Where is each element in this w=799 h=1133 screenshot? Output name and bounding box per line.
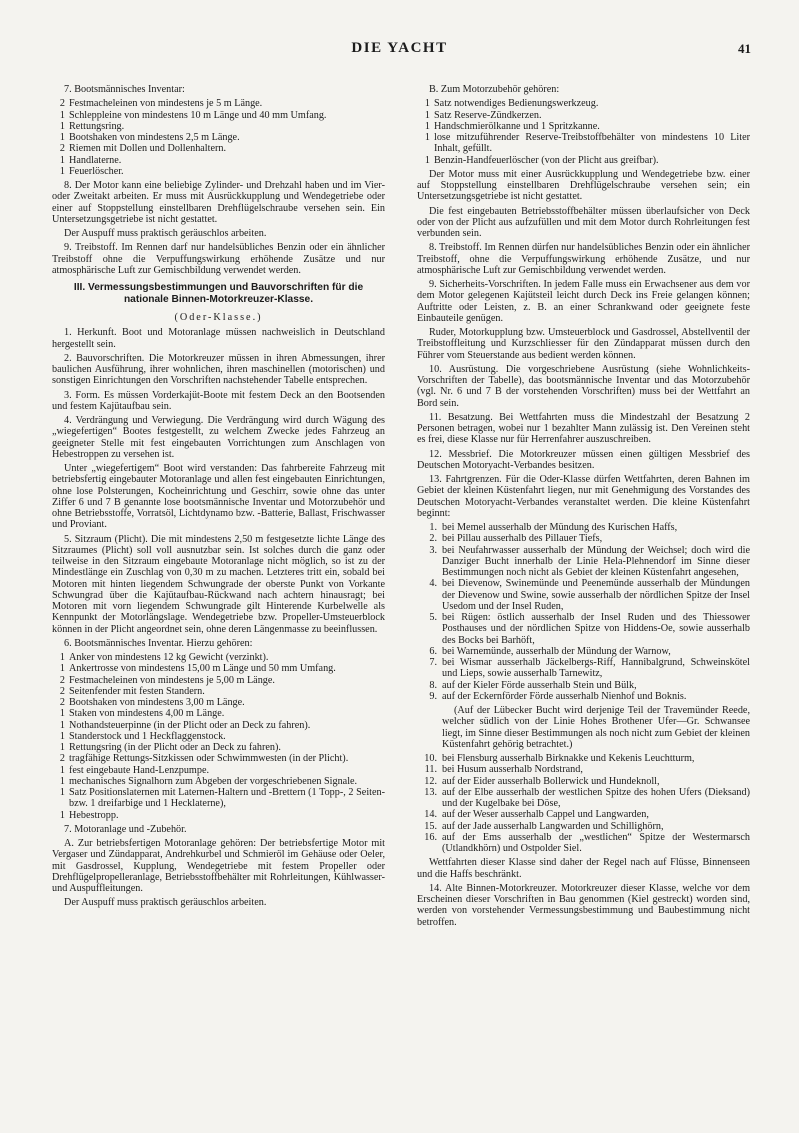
rule-1-origin: 1. Herkunft. Boot und Motoranlage müssen nachweislich in Deutschland hergestellt sein. xyxy=(52,327,385,350)
item-number: 7. xyxy=(429,657,437,668)
item-number: 1 xyxy=(59,787,65,798)
list-item xyxy=(417,787,750,810)
coastal-limits-list xyxy=(417,522,750,702)
list-item xyxy=(417,578,750,612)
item-number: 1 xyxy=(59,742,65,753)
item-number: 11. xyxy=(424,764,437,776)
item-number: 2 xyxy=(59,685,65,697)
page-number: 41 xyxy=(738,41,751,56)
item-text: auf der Eider ausserhalb Bollerwick und Hundeknoll, xyxy=(442,775,660,787)
list-item xyxy=(52,155,385,166)
item-text: bei Warnemünde, ausserhalb der Mündung der Warnow, xyxy=(442,645,671,657)
rule-7a-exhaust: Der Auspuff muss praktisch geräuschlos arbeiten. xyxy=(64,897,267,909)
list-item xyxy=(52,98,385,109)
rule-5-cockpit: 5. Sitzraum (Plicht). Die mit mindestens 2,50 m festgesetzte lichte Länge des Sitzraumes (Plicht) soll voll ausnutzbar sein. Ist solches durch die ganz oder teilweise in den Sitzraum eingebaute Motoranlage nicht möglich, so ist zu der Mindestlänge ein Zuschlag von 0,30 m zu machen. Letzteres tritt ein, sobald bei Motoren mit hinten liegendem Schwungrade der oberste Punkt von Vorkante Schwungrad über die Kajütaufbau-Rückwand nach achtern hinausragt; bei Motoren mit vorn liegendem Schwungrade gilt Hinterende Kurbelwelle als Kennpunkt der Motorlängslage. Wendegetriebe bzw. Propeller-Umsteuerblock können in der Plicht angeordnet sein, ohne deren Längenmasse zu beeinflussen. xyxy=(52,533,385,635)
list-item xyxy=(417,533,750,544)
rule-8-fuel: 8. Treibstoff. Im Rennen dürfen nur handelsübliches Benzin oder ein ähnlicher Treibstoff, ohne die Verpuffungswirkung erhöhende Zusätze, und nur atmosphärische Luft zur Gemischbildung verwendet werden. xyxy=(417,242,750,276)
fuel-tank-paragraph: Die fest eingebauten Betriebsstoffbehälter müssen überlaufsicher von Deck oder von der Plicht aus aufzufüllen und mit dem Motor durch Rohrleitungen fest verbunden sein. xyxy=(417,205,750,239)
item-text: bei Flensburg ausserhalb Birknakke und Kekenis Leuchtturm, xyxy=(442,753,695,764)
item-number: 14. xyxy=(424,809,437,821)
list-item xyxy=(52,776,385,787)
list-item xyxy=(52,132,385,143)
engine-accessory-list xyxy=(417,98,750,166)
list-item xyxy=(417,121,750,132)
item-text: bei Pillau ausserhalb des Pillauer Tiefs, xyxy=(442,533,603,545)
rule-10-equipment: 10. Ausrüstung. Die vorgeschriebene Ausrüstung (siehe Wohnlichkeits-Vorschriften der Tabelle), das bootsmännische Inventar und das Motorzubehör (vgl. Nr. 6 und 7 B der vorstehenden Vorschriften) muss bei der Wettfahrt an Bord sein. xyxy=(417,363,750,409)
paragraph-9-fuel: 9. Treibstoff. Im Rennen darf nur handelsübliches Benzin oder ein ähnlicher Treibstoff ohne die Verpuffungswirkung erhöhende Zusätze und nur atmosphärische Luft zur Gemischbildung verwendet werden. xyxy=(52,242,385,276)
list-item xyxy=(417,132,750,155)
item-number: 2 xyxy=(59,753,65,765)
rule-4-displacement: 4. Verdrängung und Verwiegung. Die Verdrängung wird durch Wägung des „wiegefertigen“ Bootes festgestellt, zu welchem Zwecke jedes Fahrzeug an geeigneter Stelle mit fest eingebauten Vorrichtungen zum Anschlagen von Hebestroppen zu versehen ist. xyxy=(52,415,385,460)
section-iii-heading: III. Vermessungsbestimmungen und Bauvorschriften für die nationale Binnen-Motorkreuzer-Klasse. xyxy=(73,282,364,305)
item-text: Nothandsteuerpinne (in der Plicht oder an Deck zu fahren). xyxy=(69,719,311,731)
item-text: Handlaterne. xyxy=(69,154,122,166)
item-text: bei Rügen: östlich ausserhalb der Insel Ruden und des Thiessower Posthauses und der nördlichen Spitze von Hiddens-Oe, sowie ausserhalb des Bocks bei Barhöft, xyxy=(442,612,750,646)
item-text: auf der Eckernförder Förde ausserhalb Nienhof und Boknis. xyxy=(442,690,687,702)
item-number: 1 xyxy=(59,120,65,132)
list-item xyxy=(52,765,385,776)
item-number: 15. xyxy=(424,820,437,832)
list-item xyxy=(52,697,385,708)
item-number: 1 xyxy=(59,652,65,663)
right-column xyxy=(417,84,750,931)
item-number: 1 xyxy=(59,730,65,742)
item-number: 12. xyxy=(424,775,437,787)
rule-12-certificate: 12. Messbrief. Die Motorkreuzer müssen einen gültigen Messbrief des Deutschen Motoryacht-Verbandes besitzen. xyxy=(417,448,750,471)
item-text: bei Memel ausserhalb der Mündung des Kurischen Haffs, xyxy=(442,522,678,533)
item-text: auf der Jade ausserhalb Langwarden und Schillighörn, xyxy=(442,820,664,832)
list-item xyxy=(417,691,750,702)
oder-class-subtitle: (Oder-Klasse.) xyxy=(174,312,263,323)
item-number: 1 xyxy=(424,132,430,143)
item-text: bei Wismar ausserhalb Jäckelbergs-Riff, Hannibalgrund, Schweinskötel und Lieps, sowie ausserhalb Tarnewitz, xyxy=(442,657,750,680)
paragraph-8-exhaust: Der Auspuff muss praktisch geräuschlos arbeiten. xyxy=(64,228,267,239)
item-text: Anker von mindestens 12 kg Gewicht (verzinkt). xyxy=(69,652,269,663)
rule-7b-heading: B. Zum Motorzubehör gehören: xyxy=(429,84,560,95)
item-text: lose mitzuführender Reserve-Treibstoffbehälter von mindestens 10 Liter Inhalt, gefüllt. xyxy=(434,132,750,155)
list-item xyxy=(417,764,750,775)
item-text: Bootshaken von mindestens 2,5 m Länge. xyxy=(69,132,240,143)
list-item xyxy=(417,646,750,657)
item-text: Feuerlöscher. xyxy=(69,165,124,177)
item-text: bei Husum ausserhalb Nordstrand, xyxy=(442,764,583,776)
rule-7a-engine-plant: A. Zur betriebsfertigen Motoranlage gehören: Der betriebsfertige Motor mit Vergaser und Zündapparat, Andrehkurbel und Schmieröl im Gehäuse oder Oeler, mit Gasdrossel, Kupplung, Wendegetriebe mit festem Propeller oder Drehflügelpropelleranlage, Betriebsstoffbehälter mit Rohrleitungen, Kühlwasser- und Auspuffleitungen. xyxy=(52,838,385,894)
list-item xyxy=(52,166,385,177)
page-header xyxy=(0,40,799,62)
item-text: Bootshaken von mindestens 3,00 m Länge. xyxy=(69,697,245,708)
rule-3-form: 3. Form. Es müssen Vorderkajüt-Boote mit festem Deck an den Bootsenden und festem Kajütaufbau sein. xyxy=(52,389,385,412)
item-text: mechanisches Signalhorn zum Abgeben der vorgeschriebenen Signale. xyxy=(69,775,358,787)
item-text: Handschmierölkanne und 1 Spritzkanne. xyxy=(434,120,600,132)
list-item xyxy=(52,652,385,663)
item-number: 3. xyxy=(429,544,437,556)
rule-14-old-cruisers: 14. Alte Binnen-Motorkreuzer. Motorkreuzer dieser Klasse, welche vor dem Erscheinen dieser Vorschriften in Bau genommen (Kiel gestreckt) worden sind, werden von vorstehender Vermessungsbestimmung und Baubestimmung nicht betroffen. xyxy=(417,882,750,928)
item-text: Riemen mit Dollen und Dollenhaltern. xyxy=(69,143,227,155)
item-number: 10. xyxy=(424,753,437,764)
rule-13-conclusion: Wettfahrten dieser Klasse sind daher der Regel nach auf Flüsse, Binnenseen und die Haffs beschränkt. xyxy=(417,857,750,880)
item-text: auf der Kieler Förde ausserhalb Stein und Bülk, xyxy=(442,679,637,691)
item-number: 16. xyxy=(424,831,437,843)
item-number: 1 xyxy=(59,109,65,121)
item-number: 8. xyxy=(429,679,437,691)
luebeck-bay-note: (Auf der Lübecker Bucht wird derjenige Teil der Travemünder Reede, welcher südlich von der Linie Hohes Brothener Ufer—Gr. Schwansee liegt, im Sinne dieser Bestimmungen als noch nicht zum Gebiet der kleinen Küstenfahrt gehörig betrachtet.) xyxy=(442,705,750,750)
item-number: 1 xyxy=(59,132,65,143)
inventory-list-6 xyxy=(52,652,385,821)
item-number: 1 xyxy=(59,663,65,675)
item-text: Standerstock und 1 Heckflaggenstock. xyxy=(69,730,226,742)
list-item xyxy=(417,612,750,646)
item-text: Satz notwendiges Bedienungswerkzeug. xyxy=(434,98,599,110)
item-number: 1 xyxy=(59,154,65,166)
list-item xyxy=(52,708,385,719)
rule-6-inventory: 6. Bootsmännisches Inventar. Hierzu gehören: xyxy=(64,637,253,649)
list-item xyxy=(417,680,750,691)
list-item xyxy=(417,753,750,764)
list-item xyxy=(52,810,385,821)
item-text: Schleppleine von mindestens 10 m Länge und 40 mm Umfang. xyxy=(69,109,327,121)
item-text: Satz Reserve-Zündkerzen. xyxy=(434,109,542,121)
item-number: 2 xyxy=(59,674,65,686)
list-item xyxy=(52,675,385,686)
list-item xyxy=(417,657,750,680)
item-text: Festmacheleinen von mindestens je 5,00 m Länge. xyxy=(69,674,275,686)
rule-2-construction: 2. Bauvorschriften. Die Motorkreuzer müssen in ihren Abmessungen, ihrer baulichen Ausführung, ihrer wohnlichen, ihren maschinellen (motorischen) und sonstigen Einrichtungen den Vorschriften nachstehender Tabelle entsprechen. xyxy=(52,352,385,387)
list-item xyxy=(417,776,750,787)
item-text: Hebestropp. xyxy=(69,809,119,821)
item-text: bei Neufahrwasser ausserhalb der Mündung der Weichsel; doch wird die Danziger Bucht innerhalb der Linie Hela-Plehnendorf im Sinne dieser Bestimmungen noch nicht als Gebiet der kleinen Küstenfahrt angesehen, xyxy=(442,544,750,578)
item-number: 5. xyxy=(429,612,437,623)
rule-7-engine: 7. Motoranlage und -Zubehör. xyxy=(64,823,187,835)
list-item xyxy=(417,522,750,533)
list-item xyxy=(52,753,385,764)
item-number: 1 xyxy=(424,98,430,110)
item-text: Seitenfender mit festen Standern. xyxy=(69,685,205,697)
item-number: 9. xyxy=(429,690,437,702)
item-number: 1 xyxy=(59,719,65,731)
item-number: 1 xyxy=(424,154,430,166)
item-text: Rettungsring. xyxy=(69,120,125,132)
inventory-list-7 xyxy=(52,98,385,177)
item-number: 1 xyxy=(59,708,65,720)
item-number: 2 xyxy=(59,697,65,708)
item-number: 4. xyxy=(429,578,437,590)
item-number: 1 xyxy=(424,109,430,121)
rule-4-definition: Unter „wiegefertigem“ Boot wird verstanden: Das fahrbereite Fahrzeug mit betriebsfertig eingebauter Motoranlage und allen fest eingebauten Einrichtungen, ohne lose Polsterungen, Kocheinrichtung und Geschirr, sowie ohne das unter Ziffer 6 und 7 B genannte lose bootsmännische Inventar und Motorzubehör und ohne Betriebsstoffe, Vorratsöl, Lichtdynamo bzw. -Batterie, Ballast, Frischwasser und Proviant. xyxy=(52,463,385,531)
item-number: 13. xyxy=(424,786,437,798)
item-text: tragfähige Rettungs-Sitzkissen oder Schwimmwesten (in der Plicht). xyxy=(69,753,349,765)
item-number: 1 xyxy=(59,775,65,787)
list-item xyxy=(52,110,385,121)
item-text: auf der Ems ausserhalb der „westlichen“ Spitze der Westermarsch (Utlandkhörn) und Ostpolder Siel. xyxy=(442,831,750,854)
list-item xyxy=(417,110,750,121)
list-item xyxy=(52,731,385,742)
item-text: bei Dievenow, Swinemünde und Peenemünde ausserhalb der Mündungen der Dievenow und Swine, sowie ausserhalb der nördlichen Spitze der Insel Usedom und der Insel Ruden, xyxy=(442,578,750,612)
rule-9-controls: Ruder, Motorkupplung bzw. Umsteuerblock und Gasdrossel, Abstellventil der Treibstoffleitung und Kurzschliesser für den Zündapparat müssen durch den Führer vom Steuerstande aus bedient werden können. xyxy=(417,327,750,361)
item-text: Rettungsring (in der Plicht oder an Deck zu fahren). xyxy=(69,742,281,753)
item-text: Staken von mindestens 4,00 m Länge. xyxy=(69,708,225,720)
item-text: Festmacheleinen von mindestens je 5 m Länge. xyxy=(69,98,263,110)
list-item xyxy=(52,663,385,674)
list-item xyxy=(52,720,385,731)
list-item xyxy=(417,809,750,820)
item-text: fest eingebaute Hand-Lenzpumpe. xyxy=(69,764,210,776)
rule-13-limits: 13. Fahrtgrenzen. Für die Oder-Klasse dürfen Wettfahrten, deren Bahnen im Gebiet der kleinen Küstenfahrt liegen, nur mit Genehmigung des Vorstandes des Deutschen Motoryacht-Verbandes veranstaltet werden. Die kleine Küstenfahrt beginnt: xyxy=(417,474,750,519)
list-item xyxy=(417,832,750,855)
left-column xyxy=(52,84,385,912)
list-item xyxy=(52,686,385,697)
item-text: Satz Positionslaternen mit Laternen-Haltern und -Brettern (1 Topp-, 2 Seiten- bzw. 1 dreifarbige und 1 Hecklaterne), xyxy=(69,787,385,810)
item-number: 1. xyxy=(429,522,437,533)
item-number: 2 xyxy=(59,98,65,110)
list-item xyxy=(417,155,750,166)
item-number: 2. xyxy=(429,533,437,545)
list-item xyxy=(52,787,385,810)
coastal-limits-list-2 xyxy=(417,753,750,854)
item-number: 2 xyxy=(59,143,65,155)
rule-11-crew: 11. Besatzung. Bei Wettfahrten muss die Mindestzahl der Besatzung 2 Personen betragen, wobei nur 1 bezahlter Mann zulässig ist. Den Vereinen steht es frei, diese Klasse nur für Herrenfahrer auszuschreiben. xyxy=(417,411,750,446)
rule-9-safety: 9. Sicherheits-Vorschriften. In jedem Falle muss ein Erwachsener aus dem vor dem Motor gelegenen Kajütsteil leicht durch Deck ins Freie gelangen können; Auftritte oder Leisten, z. B. an einer Schrankwand oder geeignete feste Einbauteile genügen. xyxy=(417,279,750,324)
paragraph-8-motor: 8. Der Motor kann eine beliebige Zylinder- und Drehzahl haben und im Vier- oder Zweitakt arbeiten. Er muss mit Ausrückkupplung und Wendegetriebe oder einer auf Stoppstellung einstellbaren Drehflügelschraube versehen sein. Ein Untersetzungsgetriebe ist nicht gestattet. xyxy=(52,180,385,225)
item-number: 6. xyxy=(429,645,437,657)
journal-title: DIE YACHT xyxy=(351,40,448,56)
item-number: 1 xyxy=(59,809,65,821)
list-item xyxy=(417,821,750,832)
list-item xyxy=(417,545,750,579)
item-text: auf der Elbe ausserhalb der westlichen Spitze des hohen Ufers (Dieksand) und der Kugelbake bei Döse, xyxy=(442,786,750,809)
engine-clutch-paragraph: Der Motor muss mit einer Ausrückkupplung und Wendegetriebe bzw. einer auf Stoppstellung einstellbaren Drehflügelschraube versehen sein; ein Untersetzungsgetriebe ist nicht gestattet. xyxy=(417,168,750,203)
list-item xyxy=(52,121,385,132)
list-item xyxy=(52,143,385,154)
item-number: 1 xyxy=(59,165,65,177)
list-item xyxy=(417,98,750,109)
section-7-heading: 7. Bootsmännisches Inventar: xyxy=(64,84,185,95)
item-number: 1 xyxy=(424,120,430,132)
item-number: 1 xyxy=(59,764,65,776)
item-text: auf der Weser ausserhalb Cappel und Langwarden, xyxy=(442,809,649,821)
item-text: Benzin-Handfeuerlöscher (von der Plicht aus greifbar). xyxy=(434,154,659,166)
list-item xyxy=(52,742,385,753)
item-text: Ankertrosse von mindestens 15,00 m Länge und 50 mm Umfang. xyxy=(69,663,336,675)
